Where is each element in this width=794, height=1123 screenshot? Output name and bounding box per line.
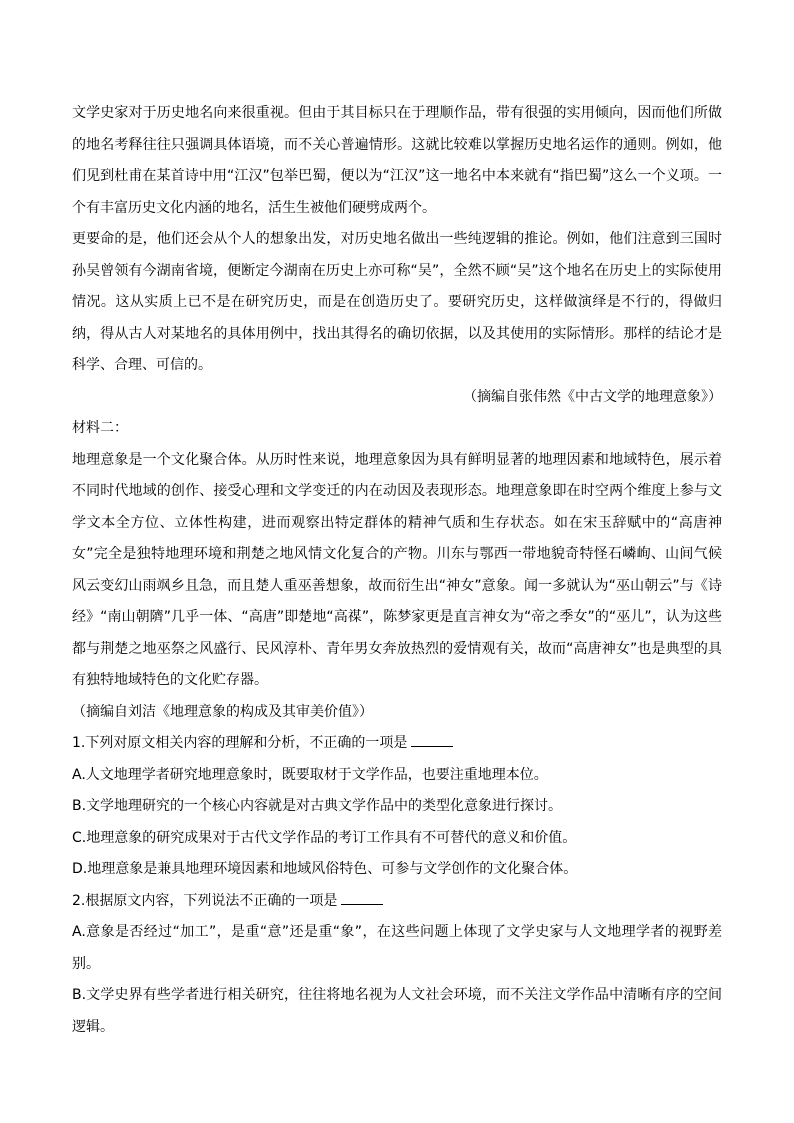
material2-label: 材料二：	[72, 420, 128, 436]
document-page	[72, 98, 722, 1043]
material1-paragraph-1: 文学史家对于历史地名向来很重视。但由于其目标只在于理顺作品，带有很强的实用倾向，因而他们所做的地名考释往往只强调具体语境，而不关心普遍情形。这就比较难以掌握历史地名运作的通则。例如，他们见到杜甫在某首诗中用“江汉”包举巴蜀，便以为“江汉”这一地名中本来就有“指巴蜀”这么一个义项。一个有丰富历史文化内涵的地名，活生生被他们硬劈成两个。	[72, 105, 722, 216]
material1-paragraph-2: 更要命的是，他们还会从个人的想象出发，对历史地名做出一些纯逻辑的推论。例如，他们注意到三国时孙吴曾领有今湖南省境，便断定今湖南在历史上亦可称“吴”，全然不顾“吴”这个地名在历史上的实际使用情况。这从实质上已不是在研究历史，而是在创造历史了。要研究历史，这样做演绎是不行的，得做归纳，得从古人对某地名的具体用例中，找出其得名的确切依据，以及其使用的实际情形。那样的结论才是科学、合理、可信的。	[72, 231, 722, 373]
question-1-stem	[72, 728, 722, 760]
answer-blank	[411, 732, 453, 747]
question-2-stem	[72, 886, 722, 918]
question-1-option-a: A.人文地理学者研究地理意象时，既要取材于文学作品，也要注重地理本位。	[72, 766, 548, 783]
question-1-stem-text: 1.下列对原文相关内容的理解和分析，不正确的一项是	[72, 735, 408, 751]
question-2-option-a: A.意象是否经过“加工”，是重“意”还是重“象”，在这些问题上体现了文学史家与人文地理学者的视野差别。	[72, 924, 722, 972]
question-1-option-b: B.文学地理研究的一个核心内容就是对古典文学作品中的类型化意象进行探讨。	[72, 798, 563, 814]
question-2-stem-text: 2.根据原文内容，下列说法不正确的一项是	[72, 892, 338, 909]
answer-blank	[341, 890, 383, 905]
material1-source: （摘编自张伟然《中古文学的地理意象》）	[463, 388, 722, 405]
question-2-option-b: B.文学史界有些学者进行相关研究，往往将地名视为人文社会环境，而不关注文学作品中清晰有序的空间逻辑。	[72, 987, 722, 1035]
question-1-option-c: C.地理意象的研究成果对于古代文学作品的考订工作具有不可替代的意义和价值。	[72, 829, 577, 846]
material2-paragraph-1: 地理意象是一个文化聚合体。从历时性来说，地理意象因为具有鲜明显著的地理因素和地域特色，展示着不同时代地域的创作、接受心理和文学变迁的内在动因及表现形态。地理意象即在时空两个维度上参与文学文本全方位、立体性构建，进而观察出特定群体的精神气质和生存状态。如在宋玉辞赋中的“高唐神女”完全是独特地理环境和荆楚之地风情文化复合的产物。川东与鄂西一带地貌奇特怪石嶙峋、山间气候风云变幻山雨飒乡且急，而且楚人重巫善想象，故而衍生出“神女”意象。闻一多就认为“巫山朝云”与《诗经》“南山朝隮”几乎一体、“高唐”即楚地“高禖”，陈梦家更是直言神女为“帝之季女”的“巫儿”，认为这些都与荆楚之地巫祭之风盛行、民风淳朴、青年男女奔放热烈的爱情观有关，故而“高唐神女”也是典型的具有独特地域特色的文化贮存器。	[72, 451, 722, 688]
question-1	[72, 728, 722, 886]
material2-source: （摘编自刘洁《地理意象的构成及其审美价值》）	[72, 703, 373, 720]
question-1-option-d: D.地理意象是兼具地理环境因素和地域风俗特色、可参与文学创作的文化聚合体。	[72, 861, 578, 877]
question-2	[72, 886, 722, 1044]
